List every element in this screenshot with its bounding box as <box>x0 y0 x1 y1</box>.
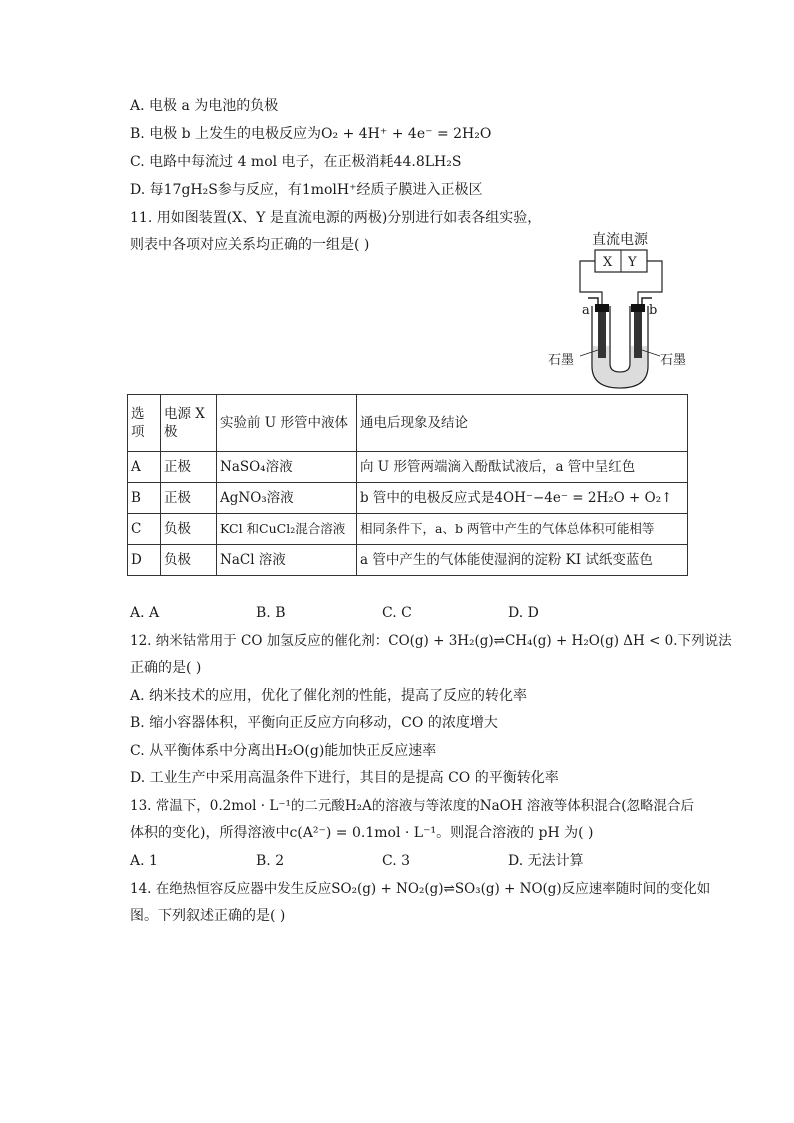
table-row <box>128 514 688 545</box>
pole-x-label: X <box>603 255 613 270</box>
cell-option: C <box>128 514 161 545</box>
cell-pole: 正极 <box>161 483 217 514</box>
table-row <box>128 452 688 483</box>
q13-stem-line1: 13. 常温下，0.2mol · L⁻¹的二元酸H₂A的溶液与等浓度的NaOH 溶液等体积混合(忽略混合后 <box>130 798 695 814</box>
q10-option-b: B. 电极 b 上发生的电极反应为O₂ + 4H⁺ + 4e⁻ = 2H₂O <box>130 126 492 142</box>
power-source-label: 直流电源 <box>592 232 648 248</box>
q13-option-b: B. 2 <box>256 853 285 869</box>
q12-option-a: A. 纳米技术的应用，优化了催化剂的性能，提高了反应的转化率 <box>130 688 528 704</box>
header-phenomenon: 通电后现象及结论 <box>357 395 688 452</box>
right-graphite-electrode <box>634 308 642 358</box>
cell-option: A <box>128 452 161 483</box>
header-liquid: 实验前 U 形管中液体 <box>217 395 357 452</box>
cell-pole: 负极 <box>161 514 217 545</box>
q12-stem-line1: 12. 纳米钴常用于 CO 加氢反应的催化剂：CO(g) + 3H₂(g)⇌CH₄(g) + H₂O(g) ΔH < 0.下列说法 <box>130 633 732 649</box>
q10-option-a: A. 电极 a 为电池的负极 <box>130 98 279 114</box>
q11-stem-line2: 则表中各项对应关系均正确的一组是( ) <box>130 237 370 253</box>
cell-phenomenon: a 管中产生的气体能使湿润的淀粉 KI 试纸变蓝色 <box>357 545 688 576</box>
q13-option-a: A. 1 <box>130 853 158 869</box>
table-header-row <box>128 395 688 452</box>
electrolysis-apparatus-diagram <box>540 226 700 394</box>
cell-liquid: NaSO₄溶液 <box>217 452 357 483</box>
q14-stem-line1: 14. 在绝热恒容反应器中发生反应SO₂(g) + NO₂(g)⇌SO₃(g) + NO(g)反应速率随时间的变化如 <box>130 881 711 897</box>
tube-a-label: a <box>582 303 590 318</box>
left-electrode-label: 石墨 <box>548 353 575 368</box>
cell-phenomenon: b 管中的电极反应式是4OH⁻−4e⁻ = 2H₂O + O₂↑ <box>357 483 688 514</box>
q11-stem-line1: 11. 用如图装置(X、Y 是直流电源的两极)分别进行如表各组实验， <box>130 210 542 226</box>
pole-y-label: Y <box>628 255 637 270</box>
q14-stem-line2: 图。下列叙述正确的是( ) <box>130 908 286 924</box>
q10-option-d: D. 每17gH₂S参与反应，有1molH⁺经质子膜进入正极区 <box>130 182 483 198</box>
cell-option: B <box>128 483 161 514</box>
header-pole-x: 电源 X 极 <box>161 395 217 452</box>
q11-option-a: A. A <box>130 605 160 621</box>
table-row <box>128 545 688 576</box>
header-option: 选项 <box>128 395 161 452</box>
q12-option-c: C. 从平衡体系中分离出H₂O(g)能加快正反应速率 <box>130 743 437 759</box>
cell-liquid: NaCl 溶液 <box>217 545 357 576</box>
cell-phenomenon: 相同条件下，a、b 两管中产生的气体总体积可能相等 <box>357 514 688 545</box>
cell-option: D <box>128 545 161 576</box>
table-row <box>128 483 688 514</box>
q11-option-d: D. D <box>508 605 539 621</box>
q13-option-c: C. 3 <box>382 853 411 869</box>
q12-option-b: B. 缩小容器体积，平衡向正反应方向移动，CO 的浓度增大 <box>130 715 498 731</box>
q11-experiment-table <box>127 394 688 576</box>
right-electrode-label: 石墨 <box>660 353 687 368</box>
q10-option-c: C. 电路中每流过 4 mol 电子，在正极消耗44.8LH₂S <box>130 154 462 170</box>
cell-liquid: KCl 和CuCl₂混合溶液 <box>217 514 357 545</box>
cell-liquid: AgNO₃溶液 <box>217 483 357 514</box>
q11-option-b: B. B <box>256 605 286 621</box>
left-graphite-electrode <box>598 308 606 358</box>
q12-option-d: D. 工业生产中采用高温条件下进行，其目的是提高 CO 的平衡转化率 <box>130 770 559 786</box>
q12-stem-line2: 正确的是( ) <box>130 660 202 676</box>
cell-pole: 正极 <box>161 452 217 483</box>
q13-stem-line2: 体积的变化)，所得溶液中c(A²⁻) = 0.1mol · L⁻¹。则混合溶液的 pH 为( ) <box>130 825 594 841</box>
q11-option-c: C. C <box>382 605 412 621</box>
q13-option-d: D. 无法计算 <box>508 853 584 869</box>
cell-phenomenon: 向 U 形管两端滴入酚酞试液后，a 管中呈红色 <box>357 452 688 483</box>
cell-pole: 负极 <box>161 545 217 576</box>
tube-b-label: b <box>649 303 658 318</box>
